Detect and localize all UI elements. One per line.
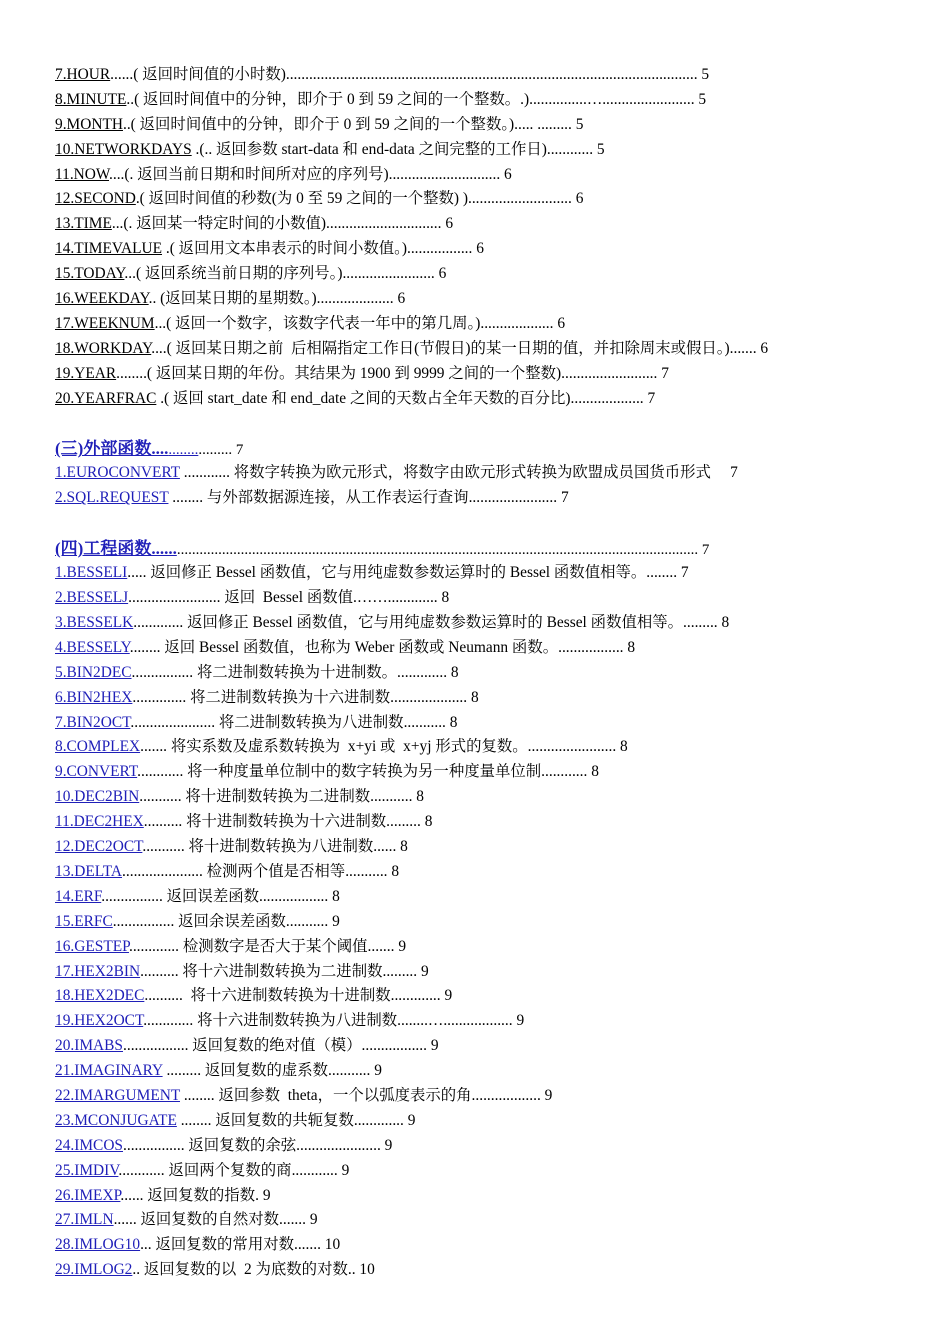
toc-entry-link[interactable]: 12.DEC2OCT	[55, 838, 143, 856]
toc-entry-link[interactable]: 2.SQL.REQUEST	[55, 489, 169, 507]
toc-entry-description: ....(. 返回当前日期和时间所对应的序列号).............................	[109, 165, 501, 183]
toc-entry-link[interactable]: 9.CONVERT	[55, 763, 138, 781]
toc-entry-link[interactable]: 15.ERFC	[55, 912, 113, 930]
date-functions-list	[55, 63, 915, 411]
toc-entry[interactable]	[55, 1109, 915, 1134]
toc-entry[interactable]	[55, 711, 915, 736]
toc-entry-description: ....... 将实系数及虚系数转换为 x+yi 或 x+yj 形式的复数。.......................	[140, 738, 617, 756]
toc-entry-page: 8	[450, 663, 459, 681]
toc-entry-page: 10	[324, 1236, 341, 1254]
toc-entry-description: ............. 返回修正 Bessel 函数值，它与用纯虚数参数运算时的 Bessel 函数值相等。.........	[133, 614, 718, 632]
toc-entry-page: 9	[341, 1161, 350, 1179]
toc-entry-page: 9	[544, 1086, 553, 1104]
toc-entry-link[interactable]: 3.BESSELK	[55, 614, 134, 632]
toc-entry-page: 9	[332, 912, 340, 930]
toc-entry[interactable]	[55, 760, 915, 785]
toc-entry[interactable]	[55, 387, 915, 412]
toc-entry-description: .......... 将十进制数转换为十六进制数.........	[143, 813, 421, 831]
toc-entry-page: 9	[384, 1136, 393, 1154]
toc-entry-page: 8	[470, 688, 479, 706]
toc-entry-page: 6	[445, 215, 454, 233]
toc-entry-description: ..... 返回修正 Bessel 函数值，它与用纯虚数参数运算时的 Bessel 函数值相等。........	[127, 564, 678, 582]
toc-entry-page: 8	[627, 638, 636, 656]
toc-entry[interactable]	[55, 287, 915, 312]
toc-entry-description: .. 返回复数的以 2 为底数的对数..	[132, 1261, 356, 1279]
toc-entry-link[interactable]: 9.MONTH	[55, 115, 123, 133]
toc-entry-link[interactable]: 25.IMDIV	[55, 1161, 119, 1179]
toc-entry[interactable]	[55, 1134, 915, 1159]
toc-entry-page: 9	[516, 1012, 525, 1030]
toc-entry[interactable]	[55, 113, 915, 138]
toc-entry[interactable]	[55, 1034, 915, 1059]
toc-entry-page: 5	[596, 140, 605, 158]
toc-entry[interactable]	[55, 63, 915, 88]
toc-entry-link[interactable]: 18.WORKDAY	[55, 339, 152, 357]
toc-entry-description: ................ 返回余误差函数...........	[112, 912, 329, 930]
toc-entry-description: ............ 将数字转换为欧元形式，将数字由欧元形式转换为欧盟成员国货币形式	[179, 464, 727, 482]
toc-entry-link[interactable]: 2.BESSELJ	[55, 589, 129, 607]
toc-entry-page: 7	[680, 564, 689, 582]
toc-entry-link[interactable]: 18.HEX2DEC	[55, 987, 145, 1005]
toc-entry-page: 9	[374, 1062, 382, 1080]
toc-entry-link[interactable]: 1.BESSELI	[55, 564, 128, 582]
toc-entry-description: ...... 返回复数的指数.	[120, 1186, 259, 1204]
toc-entry-link[interactable]: 20.IMABS	[55, 1037, 123, 1055]
toc-entry-page: 9	[420, 962, 429, 980]
toc-entry-description: ............. 检测数字是否大于某个阈值.......	[128, 937, 395, 955]
toc-entry[interactable]	[55, 935, 915, 960]
toc-entry-description: .......... 将十六进制数转换为十进制数.............	[144, 987, 441, 1005]
toc-entry[interactable]	[55, 835, 915, 860]
toc-entry-description: ... 返回复数的常用对数.......	[140, 1236, 321, 1254]
toc-entry-description: ........... 将十进制数转换为八进制数......	[142, 838, 397, 856]
toc-entry-link[interactable]: 29.IMLOG2	[55, 1261, 133, 1279]
section-heading-external[interactable]	[55, 436, 915, 461]
toc-entry-link[interactable]: 1.EUROCONVERT	[55, 464, 180, 482]
toc-entry-page: 8	[620, 738, 628, 756]
toc-entry[interactable]	[55, 262, 915, 287]
toc-entry[interactable]	[55, 1159, 915, 1184]
toc-page	[55, 63, 915, 1283]
toc-entry[interactable]	[55, 735, 915, 760]
toc-entry-page: 6	[760, 339, 769, 357]
toc-entry[interactable]	[55, 187, 915, 212]
toc-entry-description: ......( 返回时间值的小时数)...........................................................................................................	[110, 66, 698, 83]
toc-entry-link[interactable]: 14.TIMEVALUE	[55, 240, 163, 258]
toc-entry-description: .............. 将二进制数转换为十六进制数....................	[132, 688, 468, 706]
toc-entry-page: 8	[441, 589, 450, 607]
toc-entry-link[interactable]: 12.SECOND	[55, 190, 136, 208]
toc-entry-description: ............ 返回两个复数的商............	[118, 1161, 338, 1179]
toc-entry-page: 7	[560, 489, 569, 507]
toc-entry-description: ....( 返回某日期之前 后相隔指定工作日(节假日)的某一日期的值，并扣除周末或假日。).......	[151, 339, 757, 357]
toc-entry-page: 9	[407, 1111, 416, 1129]
section-leader: ...........................................................................................................................................	[176, 542, 699, 559]
toc-entry-page: 5	[698, 90, 707, 108]
engineering-functions-list	[55, 561, 915, 1283]
toc-entry-description: ........ 返回 Bessel 函数值，也称为 Weber 函数或 Neumann 函数。.................	[129, 638, 624, 656]
toc-entry-description: ........ 与外部数据源连接，从工作表运行查询.......................	[168, 489, 558, 507]
toc-entry[interactable]	[55, 1059, 915, 1084]
toc-entry[interactable]	[55, 88, 915, 113]
toc-entry-page: 5	[575, 115, 584, 133]
toc-entry-link[interactable]: 7.HOUR	[55, 66, 111, 83]
toc-entry[interactable]	[55, 1258, 915, 1283]
toc-entry-description: ................ 返回复数的余弦......................	[123, 1136, 381, 1154]
toc-entry[interactable]	[55, 636, 915, 661]
toc-entry-description: ........ 返回参数 theta，一个以弧度表示的角..................	[179, 1086, 541, 1104]
toc-entry-link[interactable]: 4.BESSELY	[55, 638, 130, 656]
toc-entry-page: 6	[397, 290, 406, 308]
toc-entry[interactable]	[55, 1233, 915, 1258]
toc-entry-link[interactable]: 27.IMLN	[55, 1211, 114, 1229]
toc-entry-page: 9	[444, 987, 453, 1005]
toc-entry[interactable]	[55, 1084, 915, 1109]
toc-entry-description: ........ 返回复数的共轭复数.............	[176, 1111, 404, 1129]
toc-entry-link[interactable]: 14.ERF	[55, 887, 102, 905]
external-functions-list	[55, 461, 915, 511]
toc-entry-link[interactable]: 15.TODAY	[55, 265, 125, 283]
section-leader-link[interactable]: ........	[168, 442, 199, 459]
toc-entry-page: 8	[416, 788, 424, 806]
toc-entry-link[interactable]: 8.COMPLEX	[55, 738, 141, 756]
toc-entry-link[interactable]: 24.IMCOS	[55, 1136, 123, 1154]
toc-entry-link[interactable]: 16.WEEKDAY	[55, 290, 149, 308]
toc-entry[interactable]	[55, 611, 915, 636]
toc-entry-page: 7	[661, 364, 669, 382]
toc-entry-link[interactable]: 23.MCONJUGATE	[55, 1111, 177, 1129]
toc-entry-description: .( 返回 start_date 和 end_date 之间的天数占全年天数的百分比)...................	[156, 389, 644, 407]
toc-entry-description: ................ 返回误差函数..................	[101, 887, 329, 905]
toc-entry-link[interactable]: 19.HEX2OCT	[55, 1012, 144, 1030]
toc-entry-link[interactable]: 16.GESTEP	[55, 937, 129, 955]
toc-entry-page: 8	[591, 763, 599, 781]
toc-entry-link[interactable]: 21.IMAGINARY	[55, 1062, 163, 1080]
toc-entry-description: ..( 返回时间值中的分钟，即介于 0 到 59 之间的一个整数。)..... .........	[122, 115, 572, 133]
toc-entry[interactable]	[55, 561, 915, 586]
toc-entry-link[interactable]: 10.DEC2BIN	[55, 788, 140, 806]
toc-entry[interactable]	[55, 960, 915, 985]
toc-entry-page: 8	[400, 838, 408, 856]
toc-entry[interactable]	[55, 486, 915, 511]
toc-entry[interactable]	[55, 212, 915, 237]
toc-entry[interactable]	[55, 910, 915, 935]
toc-entry[interactable]	[55, 885, 915, 910]
toc-entry-description: ............ 将一种度量单位制中的数字转换为另一种度量单位制............	[137, 763, 588, 781]
toc-entry-description: ...(. 返回某一特定时间的小数值)..............................	[111, 215, 442, 233]
toc-entry[interactable]	[55, 810, 915, 835]
toc-entry-link[interactable]: 17.WEEKNUM	[55, 314, 155, 332]
toc-entry-page: 7	[647, 389, 656, 407]
toc-entry-description: ............. 将十六进制数转换为八进制数........…..................	[143, 1012, 513, 1030]
toc-entry-link[interactable]: 17.HEX2BIN	[55, 962, 141, 980]
toc-entry-description: .( 返回时间值的秒数(为 0 至 59 之间的一个整数) )...........................	[135, 190, 572, 208]
toc-entry-page: 6	[438, 265, 447, 283]
toc-entry-description: .......... 将十六进制数转换为二进制数.........	[140, 962, 418, 980]
section-title[interactable]: (三)外部函数....	[55, 439, 169, 459]
toc-entry-description: .( 返回用文本串表示的时间小数值。).................	[162, 240, 473, 258]
toc-entry-page: 6	[504, 165, 512, 183]
toc-entry-link[interactable]: 11.NOW	[55, 165, 110, 183]
toc-entry[interactable]	[55, 1009, 915, 1034]
toc-entry-description: ........( 返回某日期的年份。其结果为 1900 到 9999 之间的一个整数).........................	[116, 364, 658, 382]
toc-entry-link[interactable]: 5.BIN2DEC	[55, 663, 132, 681]
toc-entry[interactable]	[55, 138, 915, 163]
section-page-number: 7	[235, 442, 244, 459]
toc-entry-page: 6	[557, 314, 566, 332]
toc-entry[interactable]	[55, 1184, 915, 1209]
toc-entry-page: 8	[424, 813, 433, 831]
toc-entry-link[interactable]: 13.DELTA	[55, 862, 123, 880]
toc-entry[interactable]	[55, 586, 915, 611]
toc-entry-link[interactable]: 10.NETWORKDAYS	[55, 140, 192, 158]
toc-entry[interactable]	[55, 661, 915, 686]
toc-entry-page: 8	[721, 614, 730, 632]
toc-entry-description: ................ 将二进制数转换为十进制数。.............	[131, 663, 448, 681]
toc-entry[interactable]	[55, 785, 915, 810]
toc-entry-page: 5	[701, 66, 710, 83]
toc-entry-page: 8	[449, 713, 458, 731]
toc-entry-link[interactable]: 11.DEC2HEX	[55, 813, 144, 831]
toc-entry-page: 9	[398, 937, 407, 955]
toc-entry-page: 6	[575, 190, 584, 208]
toc-entry-page: 6	[476, 240, 484, 258]
toc-entry-page: 10	[359, 1261, 375, 1279]
toc-entry-description: ................. 返回复数的绝对值（模）.................	[123, 1037, 427, 1055]
section-page-number: 7	[701, 542, 710, 559]
toc-entry-description: ..( 返回时间值中的分钟，即介于 0 到 59 之间的一个整数。.)...............…........................	[126, 90, 695, 108]
toc-entry-page: 8	[391, 862, 400, 880]
toc-entry[interactable]	[55, 237, 915, 262]
toc-entry[interactable]	[55, 163, 915, 188]
toc-entry-link[interactable]: 7.BIN2OCT	[55, 713, 131, 731]
toc-entry-link[interactable]: 20.YEARFRAC	[55, 389, 157, 407]
toc-entry[interactable]	[55, 461, 915, 486]
toc-entry-page: 8	[332, 887, 340, 905]
toc-entry-description: .(.. 返回参数 start-data 和 end-data 之间完整的工作日)............	[191, 140, 594, 158]
toc-entry-description: ........... 将十进制数转换为二进制数...........	[139, 788, 413, 806]
toc-entry-link[interactable]: 28.IMLOG10	[55, 1236, 141, 1254]
toc-entry-description: ........................ 返回 Bessel 函数值.…….............	[128, 589, 438, 607]
toc-entry[interactable]	[55, 686, 915, 711]
toc-entry[interactable]	[55, 1208, 915, 1233]
toc-entry-description: ...( 返回一个数字，该数字代表一年中的第几周。)...................	[154, 314, 554, 332]
section-title[interactable]: (四)工程函数......	[55, 539, 177, 559]
toc-entry-link[interactable]: 13.TIME	[55, 215, 112, 233]
toc-entry-link[interactable]: 26.IMEXP	[55, 1186, 121, 1204]
toc-entry-description: ..................... 检测两个值是否相等...........	[122, 862, 388, 880]
toc-entry-description: .. (返回某日期的星期数。)....................	[148, 290, 394, 308]
toc-entry-description: ...... 返回复数的自然对数.......	[113, 1211, 306, 1229]
toc-entry-link[interactable]: 19.YEAR	[55, 364, 117, 382]
section-heading-engineering[interactable]	[55, 536, 915, 561]
toc-entry-link[interactable]: 22.IMARGUMENT	[55, 1086, 180, 1104]
toc-entry-link[interactable]: 8.MINUTE	[55, 90, 127, 108]
toc-entry[interactable]	[55, 362, 915, 387]
toc-entry-description: ......... 返回复数的虚系数...........	[162, 1062, 371, 1080]
toc-entry[interactable]	[55, 312, 915, 337]
toc-entry-page: 7	[730, 464, 738, 482]
toc-entry-page: 9	[309, 1211, 318, 1229]
toc-entry-link[interactable]: 6.BIN2HEX	[55, 688, 133, 706]
toc-entry-description: ...................... 将二进制数转换为八进制数...........	[130, 713, 446, 731]
toc-entry-description: ...( 返回系统当前日期的序列号。)........................	[124, 265, 435, 283]
toc-entry[interactable]	[55, 860, 915, 885]
toc-entry[interactable]	[55, 337, 915, 362]
section-leader: .........	[198, 442, 233, 459]
toc-entry-page: 9	[262, 1186, 271, 1204]
toc-entry-page: 9	[430, 1037, 439, 1055]
toc-entry[interactable]	[55, 984, 915, 1009]
